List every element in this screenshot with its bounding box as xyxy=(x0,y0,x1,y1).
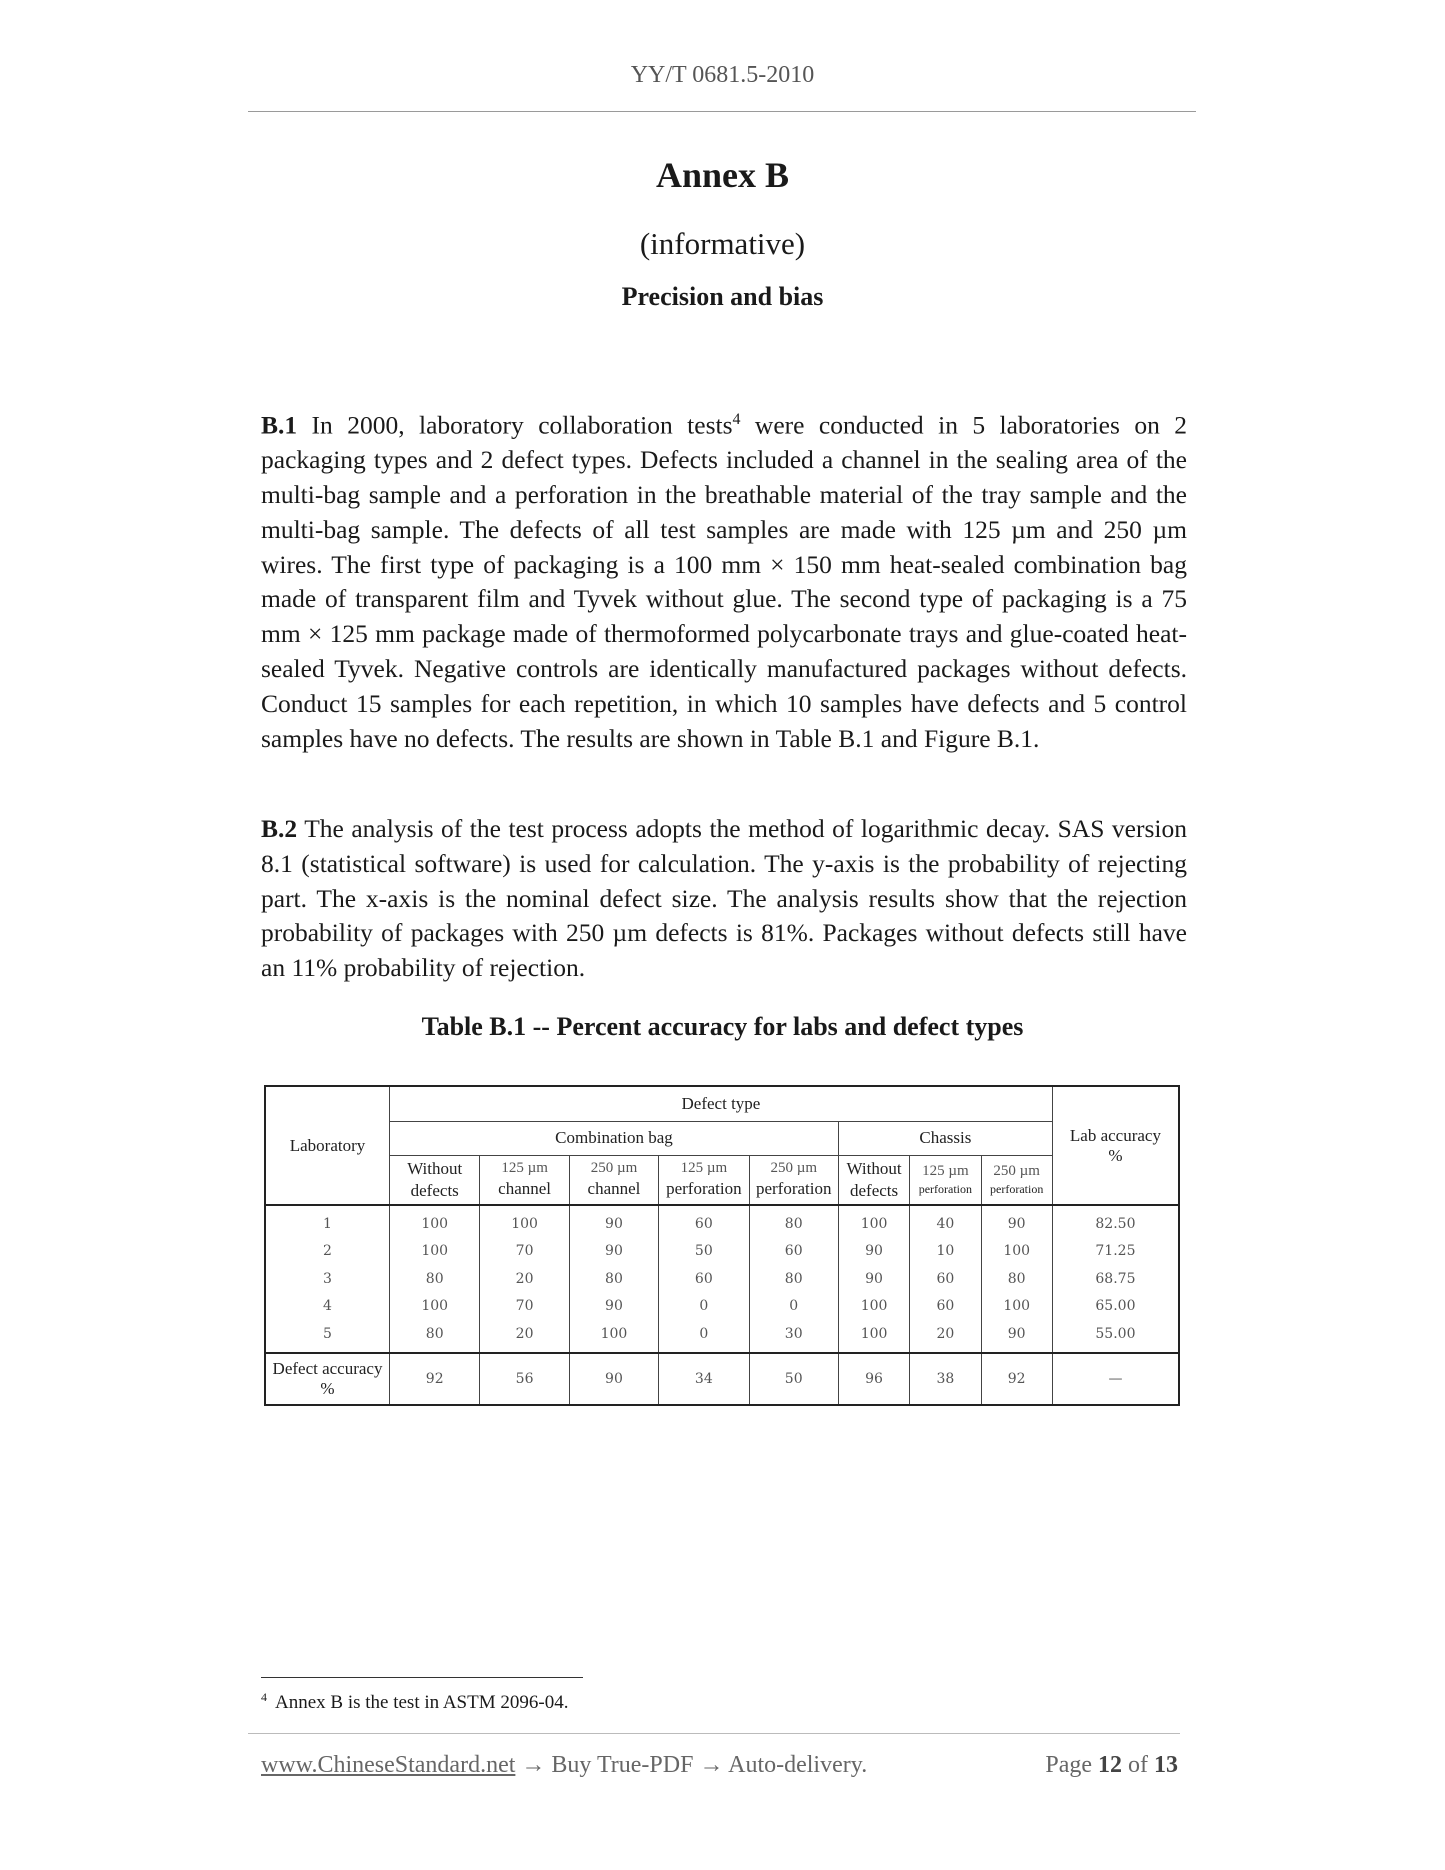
value-cell: 0 xyxy=(749,1293,838,1321)
value-cell: 60 xyxy=(659,1265,749,1293)
page-total: 13 xyxy=(1154,1752,1178,1778)
value-cell: 100 xyxy=(838,1205,909,1238)
column-header-line2: channel xyxy=(587,1179,641,1199)
document-id-header: YY/T 0681.5-2010 xyxy=(630,62,815,88)
value-cell: 0 xyxy=(659,1320,749,1353)
paragraph-b1 xyxy=(261,403,1187,756)
table-caption: Table B.1 -- Percent accuracy for labs and defect types xyxy=(421,1012,1024,1041)
value-cell: 80 xyxy=(981,1265,1052,1293)
defect-accuracy-label xyxy=(265,1353,390,1405)
value-cell: 90 xyxy=(838,1265,909,1293)
footer-divider xyxy=(248,1733,1180,1734)
table-row xyxy=(265,1205,1179,1238)
lab-accuracy-cell: 65.00 xyxy=(1052,1293,1179,1321)
defect-accuracy-row xyxy=(265,1353,1179,1405)
paragraph-b1-text-b: were conducted in 5 laboratories on 2 packaging types and 2 defect types. Defects included a channel in the sealing area of the multi-bag sample and a perforation in the breathable material of the tray sample and the multi-bag sample. The defects of all test samples are made with 125 µm and 250 µm wires. The first type of packaging is a 100 mm × 150 mm heat-sealed combination bag made of transparent film and Tyvek without glue. The second type of packaging is a 75 mm × 125 mm package made of thermoformed polycarbonate trays and glue-coated heat-sealed Tyvek. Negative controls are identically manufactured packages without defects. Conduct 15 samples for each repetition, in which 10 samples have defects and 5 control samples have no defects. The results are shown in Table B.1 and Figure B.1. xyxy=(261,410,1187,753)
column-header xyxy=(659,1155,749,1205)
column-header-line1: 125 µm xyxy=(501,1160,548,1177)
defect-accuracy-cell: 96 xyxy=(838,1353,909,1405)
clause-label-b1: B.1 xyxy=(261,410,298,440)
value-cell: 80 xyxy=(390,1320,480,1353)
value-cell: 100 xyxy=(569,1320,658,1353)
defect-accuracy-label-line2: % xyxy=(320,1378,335,1398)
column-header-line1: 250 µm xyxy=(770,1160,817,1177)
table-row xyxy=(265,1320,1179,1353)
defect-accuracy-label-line1: Defect accuracy xyxy=(272,1358,383,1378)
table-row xyxy=(265,1293,1179,1321)
value-cell: 70 xyxy=(480,1238,569,1266)
value-cell: 40 xyxy=(910,1205,981,1238)
value-cell: 30 xyxy=(749,1320,838,1353)
footnote-ref: 4 xyxy=(732,411,741,428)
header-combination-bag: Combination bag xyxy=(390,1121,839,1155)
value-cell: 100 xyxy=(838,1293,909,1321)
defect-accuracy-cell: 38 xyxy=(910,1353,981,1405)
annex-title: Annex B xyxy=(655,155,790,195)
value-cell: 80 xyxy=(569,1265,658,1293)
column-header-line1: Without xyxy=(846,1158,902,1178)
page-current: 12 xyxy=(1098,1752,1122,1778)
paragraph-b1-text-a: In 2000, laboratory collaboration tests xyxy=(297,410,733,440)
table-row xyxy=(265,1238,1179,1266)
footer-tail: → Buy True-PDF → Auto-delivery. xyxy=(515,1752,868,1778)
value-cell: 100 xyxy=(981,1238,1052,1266)
lab-accuracy-cell: 82.50 xyxy=(1052,1205,1179,1238)
value-cell: 90 xyxy=(981,1320,1052,1353)
header-lab-accuracy-unit: % xyxy=(1108,1145,1123,1165)
column-header-line1: 125 µm xyxy=(680,1160,728,1177)
value-cell: 90 xyxy=(569,1205,658,1238)
column-header xyxy=(390,1155,480,1205)
lab-number-cell: 1 xyxy=(265,1205,390,1238)
column-header-line2: defects xyxy=(410,1180,459,1200)
value-cell: 100 xyxy=(390,1205,480,1238)
page-word: Page xyxy=(1045,1752,1092,1778)
value-cell: 100 xyxy=(390,1293,480,1321)
website-link[interactable]: www.ChineseStandard.net xyxy=(261,1752,516,1778)
footnote-text: Annex B is the test in ASTM 2096-04. xyxy=(275,1692,569,1713)
header-lab-accuracy xyxy=(1052,1086,1179,1205)
header-divider xyxy=(248,111,1196,112)
header-lab-accuracy-label: Lab accuracy xyxy=(1069,1125,1161,1145)
defect-accuracy-cell: 90 xyxy=(569,1353,658,1405)
defect-accuracy-cell: 50 xyxy=(749,1353,838,1405)
value-cell: 80 xyxy=(390,1265,480,1293)
value-cell: 20 xyxy=(480,1265,569,1293)
page-number xyxy=(1045,1752,1178,1779)
footnote-divider xyxy=(261,1677,583,1678)
value-cell: 100 xyxy=(981,1293,1052,1321)
value-cell: 80 xyxy=(749,1265,838,1293)
defect-accuracy-lab-cell: — xyxy=(1052,1353,1179,1405)
column-header-line2: perforation xyxy=(755,1179,832,1199)
lab-number-cell: 4 xyxy=(265,1293,390,1321)
column-header xyxy=(749,1155,838,1205)
lab-number-cell: 3 xyxy=(265,1265,390,1293)
defect-accuracy-cell: 34 xyxy=(659,1353,749,1405)
footnote xyxy=(261,1692,568,1714)
value-cell: 100 xyxy=(390,1238,480,1266)
column-header-row xyxy=(265,1155,1179,1205)
value-cell: 60 xyxy=(910,1265,981,1293)
column-header xyxy=(838,1155,909,1205)
value-cell: 100 xyxy=(838,1320,909,1353)
footnote-mark: 4 xyxy=(261,1690,267,1704)
lab-number-cell: 5 xyxy=(265,1320,390,1353)
value-cell: 90 xyxy=(981,1205,1052,1238)
header-defect-type: Defect type xyxy=(390,1086,1053,1121)
lab-accuracy-cell: 71.25 xyxy=(1052,1238,1179,1266)
value-cell: 100 xyxy=(480,1205,569,1238)
clause-label-b2: B.2 xyxy=(261,814,298,843)
accuracy-table xyxy=(264,1085,1180,1406)
value-cell: 90 xyxy=(569,1238,658,1266)
value-cell: 50 xyxy=(659,1238,749,1266)
column-header-line1: 250 µm xyxy=(590,1160,638,1177)
annex-heading: Precision and bias xyxy=(621,282,824,311)
value-cell: 70 xyxy=(480,1293,569,1321)
header-chassis: Chassis xyxy=(838,1121,1052,1155)
footer-promo xyxy=(261,1752,867,1779)
lab-accuracy-cell: 68.75 xyxy=(1052,1265,1179,1293)
column-header-line2: perforation xyxy=(990,1181,1044,1196)
table-row xyxy=(265,1265,1179,1293)
column-header-line2: channel xyxy=(498,1179,552,1199)
column-header-line1: 250 µm xyxy=(993,1162,1040,1179)
header-laboratory: Laboratory xyxy=(265,1086,390,1205)
table-body xyxy=(265,1205,1179,1353)
lab-accuracy-cell: 55.00 xyxy=(1052,1320,1179,1353)
column-header xyxy=(569,1155,658,1205)
column-header-line1: Without xyxy=(407,1158,463,1178)
value-cell: 80 xyxy=(749,1205,838,1238)
paragraph-b2-text: The analysis of the test process adopts the method of logarithmic decay. SAS version 8.1 (statistical software) is used for calculation. The y-axis is the probability of rejecting part. The x-axis is the nominal defect size. The analysis results show that the rejection probability of packages with 250 µm defects is 81%. Packages without defects still have an 11% probability of rejection. xyxy=(261,814,1187,983)
defect-accuracy-cell: 56 xyxy=(480,1353,569,1405)
value-cell: 20 xyxy=(480,1320,569,1353)
value-cell: 60 xyxy=(910,1293,981,1321)
column-header-line2: defects xyxy=(849,1180,899,1200)
column-header xyxy=(910,1155,981,1205)
column-header-line1: 125 µm xyxy=(922,1162,969,1179)
of-word: of xyxy=(1128,1752,1148,1778)
paragraph-b2 xyxy=(261,812,1187,986)
value-cell: 60 xyxy=(749,1238,838,1266)
column-header xyxy=(981,1155,1052,1205)
value-cell: 0 xyxy=(659,1293,749,1321)
defect-accuracy-cell: 92 xyxy=(981,1353,1052,1405)
column-header-line2: perforation xyxy=(666,1179,742,1199)
value-cell: 60 xyxy=(659,1205,749,1238)
defect-accuracy-cell: 92 xyxy=(390,1353,480,1405)
value-cell: 90 xyxy=(569,1293,658,1321)
column-header xyxy=(480,1155,569,1205)
value-cell: 20 xyxy=(910,1320,981,1353)
column-header-line2: perforation xyxy=(918,1181,972,1196)
lab-number-cell: 2 xyxy=(265,1238,390,1266)
annex-subtitle: (informative) xyxy=(639,226,806,261)
value-cell: 10 xyxy=(910,1238,981,1266)
value-cell: 90 xyxy=(838,1238,909,1266)
